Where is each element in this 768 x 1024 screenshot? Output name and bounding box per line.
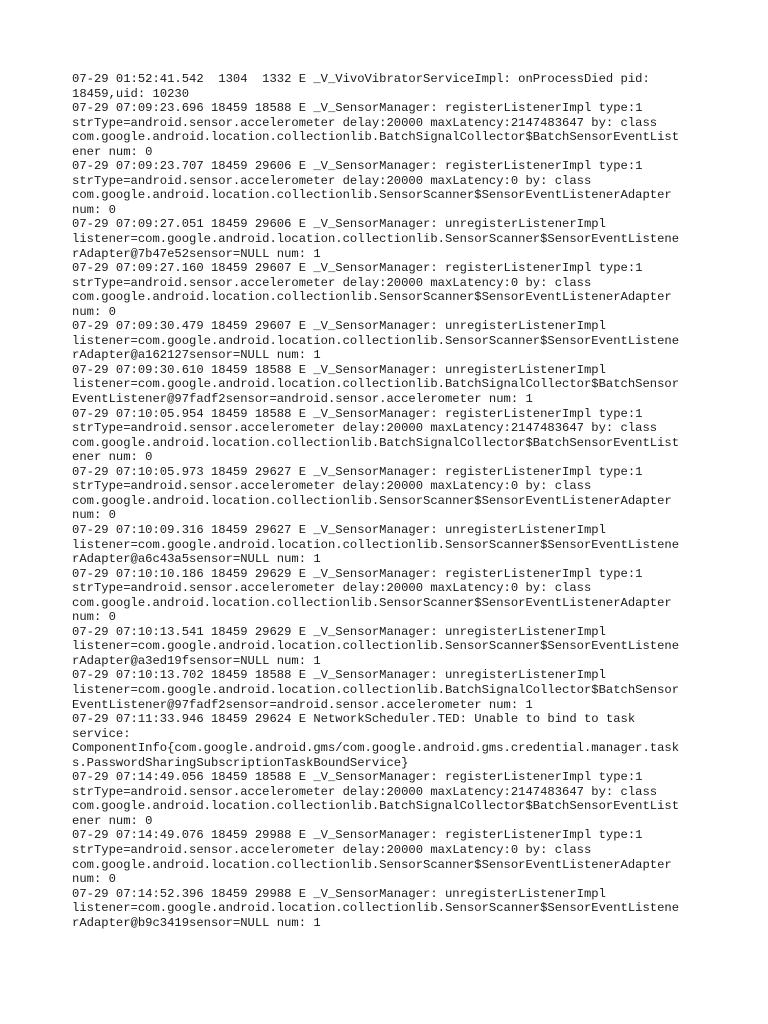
log-line: listener=com.google.android.location.collectionlib.SensorScanner$SensorEventListene (72, 232, 680, 247)
log-line: s.PasswordSharingSubscriptionTaskBoundService} (72, 755, 409, 770)
log-line: strType=android.sensor.accelerometer delay:20000 maxLatency:0 by: class (72, 173, 592, 188)
log-line: 07-29 07:09:27.160 18459 29607 E _V_SensorManager: registerListenerImpl type:1 (72, 261, 643, 276)
log-line: ener num: 0 (72, 813, 153, 828)
log-line: strType=android.sensor.accelerometer delay:20000 maxLatency:0 by: class (72, 479, 592, 494)
log-line: rAdapter@a162127sensor=NULL num: 1 (72, 348, 321, 363)
log-line: rAdapter@b9c3419sensor=NULL num: 1 (72, 915, 321, 930)
log-line: 07-29 07:14:49.076 18459 29988 E _V_SensorManager: registerListenerImpl type:1 (72, 828, 643, 843)
log-line: rAdapter@7b47e52sensor=NULL num: 1 (72, 246, 321, 261)
log-line: 07-29 07:09:30.610 18459 18588 E _V_SensorManager: unregisterListenerImpl (72, 362, 606, 377)
log-line: strType=android.sensor.accelerometer delay:20000 maxLatency:2147483647 by: class (72, 784, 658, 799)
log-line: rAdapter@a6c43a5sensor=NULL num: 1 (72, 552, 321, 567)
log-line: num: 0 (72, 610, 116, 625)
log-line: listener=com.google.android.location.collectionlib.SensorScanner$SensorEventListene (72, 333, 680, 348)
log-line: ComponentInfo{com.google.android.gms/com.google.android.gms.credential.manager.task (72, 741, 680, 756)
log-line: listener=com.google.android.location.collectionlib.SensorScanner$SensorEventListene (72, 639, 680, 654)
log-line: 07-29 07:10:10.186 18459 29629 E _V_SensorManager: registerListenerImpl type:1 (72, 566, 643, 581)
log-line: listener=com.google.android.location.collectionlib.SensorScanner$SensorEventListene (72, 537, 680, 552)
log-line: com.google.android.location.collectionlib.SensorScanner$SensorEventListenerAdapter (72, 857, 672, 872)
log-line: com.google.android.location.collectionlib.BatchSignalCollector$BatchSensorEventList (72, 130, 680, 145)
log-line: com.google.android.location.collectionlib.SensorScanner$SensorEventListenerAdapter (72, 595, 672, 610)
log-document (72, 72, 702, 930)
log-line: num: 0 (72, 304, 116, 319)
log-line: strType=android.sensor.accelerometer delay:20000 maxLatency:2147483647 by: class (72, 421, 658, 436)
log-line: 07-29 07:09:23.696 18459 18588 E _V_SensorManager: registerListenerImpl type:1 (72, 101, 643, 116)
log-line: 07-29 07:10:05.954 18459 18588 E _V_SensorManager: registerListenerImpl type:1 (72, 406, 643, 421)
log-line: 07-29 01:52:41.542 1304 1332 E _V_VivoVibratorServiceImpl: onProcessDied pid: (72, 72, 650, 86)
log-line: com.google.android.location.collectionlib.SensorScanner$SensorEventListenerAdapter (72, 290, 672, 305)
log-line: listener=com.google.android.location.collectionlib.BatchSignalCollector$BatchSensor (72, 377, 680, 392)
log-line: 07-29 07:10:13.541 18459 29629 E _V_SensorManager: unregisterListenerImpl (72, 624, 606, 639)
log-line: 07-29 07:10:13.702 18459 18588 E _V_SensorManager: unregisterListenerImpl (72, 668, 606, 683)
log-line: ener num: 0 (72, 450, 153, 465)
log-line: strType=android.sensor.accelerometer delay:20000 maxLatency:0 by: class (72, 581, 592, 596)
log-line: com.google.android.location.collectionlib.BatchSignalCollector$BatchSensorEventList (72, 435, 680, 450)
log-line: 07-29 07:09:27.051 18459 29606 E _V_SensorManager: unregisterListenerImpl (72, 217, 606, 232)
log-line: rAdapter@a3ed19fsensor=NULL num: 1 (72, 653, 321, 668)
log-line: EventListener@97fadf2sensor=android.sensor.accelerometer num: 1 (72, 392, 533, 407)
log-line: com.google.android.location.collectionlib.SensorScanner$SensorEventListenerAdapter (72, 493, 672, 508)
log-line: service: (72, 726, 131, 741)
log-line: num: 0 (72, 202, 116, 217)
log-line: strType=android.sensor.accelerometer delay:20000 maxLatency:2147483647 by: class (72, 115, 658, 130)
log-line: 07-29 07:09:30.479 18459 29607 E _V_SensorManager: unregisterListenerImpl (72, 319, 606, 334)
log-line: ener num: 0 (72, 144, 153, 159)
log-line: 07-29 07:14:49.056 18459 18588 E _V_SensorManager: registerListenerImpl type:1 (72, 770, 643, 785)
log-line: com.google.android.location.collectionlib.SensorScanner$SensorEventListenerAdapter (72, 188, 672, 203)
log-line: 07-29 07:10:09.316 18459 29627 E _V_SensorManager: unregisterListenerImpl (72, 522, 606, 537)
log-line: listener=com.google.android.location.collectionlib.BatchSignalCollector$BatchSensor (72, 682, 680, 697)
log-line: num: 0 (72, 872, 116, 887)
log-line: strType=android.sensor.accelerometer delay:20000 maxLatency:0 by: class (72, 842, 592, 857)
log-line: 07-29 07:14:52.396 18459 29988 E _V_SensorManager: unregisterListenerImpl (72, 886, 606, 901)
log-line: strType=android.sensor.accelerometer delay:20000 maxLatency:0 by: class (72, 275, 592, 290)
log-line: 07-29 07:11:33.946 18459 29624 E NetworkScheduler.TED: Unable to bind to task (72, 712, 636, 727)
log-line: num: 0 (72, 508, 116, 523)
log-line: listener=com.google.android.location.collectionlib.SensorScanner$SensorEventListene (72, 901, 680, 916)
log-line: 07-29 07:09:23.707 18459 29606 E _V_SensorManager: registerListenerImpl type:1 (72, 159, 643, 174)
log-line: EventListener@97fadf2sensor=android.sensor.accelerometer num: 1 (72, 697, 533, 712)
log-line: 07-29 07:10:05.973 18459 29627 E _V_SensorManager: registerListenerImpl type:1 (72, 464, 643, 479)
log-line: 18459,uid: 10230 (72, 86, 190, 101)
log-line: com.google.android.location.collectionlib.BatchSignalCollector$BatchSensorEventList (72, 799, 680, 814)
